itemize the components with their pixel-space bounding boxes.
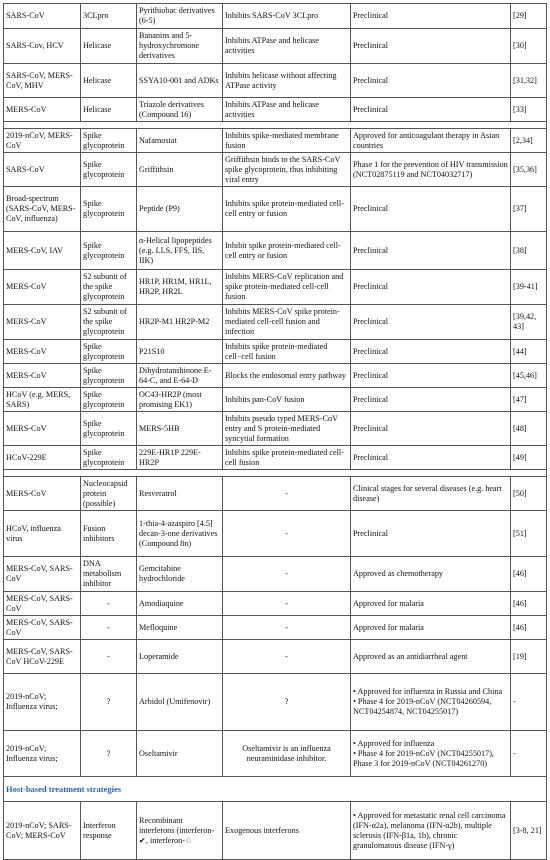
status-cell bbox=[351, 802, 511, 860]
status-bullet: • Phase 4 for 2019-nCoV (NCT04260594, NCT04254874, NCT04255017) bbox=[353, 697, 492, 716]
section-header-row bbox=[4, 777, 547, 802]
virus-cell: MERS-CoV bbox=[4, 270, 81, 305]
section-title: Host-based treatment strategies bbox=[4, 777, 547, 802]
status-bullet: • Approved for metastatic renal cell carcinoma (IFN-α2a), melanoma (IFN-α2b), multiple sclerosis (IFN-β1a, 1b), chronic granulomatous disease (IFN-γ) bbox=[353, 810, 506, 850]
drug-cell: Dihydrotanshinone E-64-C, and E-64-D bbox=[137, 364, 223, 388]
virus-cell: 2019-nCoV, MERS-CoV bbox=[4, 129, 81, 153]
drug-cell: Griffithsin bbox=[137, 153, 223, 187]
virus-cell: Broad-spectrum (SARS-CoV, MERS-CoV, influenza) bbox=[4, 187, 81, 232]
mechanism-cell: Inhibits SARS-CoV 3CLpro bbox=[223, 4, 351, 29]
target-cell: Spike glycoprotein bbox=[81, 412, 137, 446]
reference-cell: [33] bbox=[511, 98, 547, 122]
table-row bbox=[4, 153, 547, 187]
target-cell: Helicase bbox=[81, 29, 137, 64]
status-cell: Approved for malaria bbox=[351, 592, 511, 616]
drug-cell: SSYA10-001 and ADKs bbox=[137, 64, 223, 98]
virus-cell: SARS-CoV bbox=[4, 4, 81, 29]
drug-cell: α-Helical lipopeptides (e.g. LLS, FFS, IIS, IIK) bbox=[137, 232, 223, 270]
drug-cell: MERS-5HB bbox=[137, 412, 223, 446]
virus-cell: HCoV (e.g. MERS, SARS) bbox=[4, 388, 81, 412]
target-cell: DNA metabolism inhibitor bbox=[81, 557, 137, 592]
drug-cell: Pyrithiobac derivatives (6-5) bbox=[137, 4, 223, 29]
virus-cell: MERS-CoV bbox=[4, 477, 81, 511]
reference-cell: - bbox=[511, 674, 547, 731]
table-row bbox=[4, 340, 547, 364]
reference-cell: [38] bbox=[511, 232, 547, 270]
mechanism-cell: Exogenous interferons bbox=[223, 802, 351, 860]
reference-cell: [51] bbox=[511, 511, 547, 557]
mechanism-cell: Inhibits spike protein-mediated cell-cell entry or fusion bbox=[223, 187, 351, 232]
target-cell: Spike glycoprotein bbox=[81, 340, 137, 364]
mechanism-cell: Inhibits pan-CoV fusion bbox=[223, 388, 351, 412]
table-spacer-row bbox=[4, 122, 547, 129]
status-cell: Preclinical bbox=[351, 364, 511, 388]
table-row bbox=[4, 4, 547, 29]
reference-cell: [44] bbox=[511, 340, 547, 364]
table-row bbox=[4, 98, 547, 122]
drug-cell: Bananins and 5-hydroxychromone derivatives bbox=[137, 29, 223, 64]
drug-cell: HR1P, HR1M, HR1L, HR2P, HR2L bbox=[137, 270, 223, 305]
mechanism-cell: Inhibits spike protein-mediated cell−cell fusion bbox=[223, 340, 351, 364]
target-cell: Spike glycoprotein bbox=[81, 232, 137, 270]
virus-cell: MERS-CoV bbox=[4, 98, 81, 122]
status-cell: Clinical stages for several diseases (e.g. heart disease) bbox=[351, 477, 511, 511]
status-bullet: • Phase 4 for 2019-nCoV (NCT04255017), Phase 3 for 2019-nCoV (NCT04261270) bbox=[353, 748, 494, 768]
virus-cell: MERS-CoV, SARS-CoV bbox=[4, 592, 81, 616]
drug-cell: Peptide (P9) bbox=[137, 187, 223, 232]
reference-cell: [49] bbox=[511, 446, 547, 470]
virus-cell: SARS-CoV, MERS-CoV, MHV bbox=[4, 64, 81, 98]
virus-cell: MERS-CoV, SARS-CoV bbox=[4, 557, 81, 592]
mechanism-cell: - bbox=[223, 511, 351, 557]
virus-cell: 2019-nCoV; SARS-CoV; MERS-CoV bbox=[4, 802, 81, 860]
drug-cell: 229E-HR1P 229E-HR2P bbox=[137, 446, 223, 470]
target-cell: Spike glycoprotein bbox=[81, 187, 137, 232]
reference-cell: [3-8, 21] bbox=[511, 802, 547, 860]
mechanism-cell: Inhibits MERS-CoV replication and spike protein-mediated cell-cell fusion bbox=[223, 270, 351, 305]
status-cell: Preclinical bbox=[351, 340, 511, 364]
mechanism-cell: Inhibits spike protein-mediated cell-cell fusion bbox=[223, 446, 351, 470]
status-cell: Preclinical bbox=[351, 388, 511, 412]
mechanism-cell: Inhibits helicase without affecting ATPase activity bbox=[223, 64, 351, 98]
virus-cell: HCoV-229E bbox=[4, 446, 81, 470]
status-cell bbox=[351, 731, 511, 777]
reference-cell: - bbox=[511, 731, 547, 777]
mechanism-cell: ? bbox=[223, 674, 351, 731]
target-cell: 3CLpro bbox=[81, 4, 137, 29]
reference-cell: [30] bbox=[511, 29, 547, 64]
target-cell: Spike glycoprotein bbox=[81, 446, 137, 470]
target-cell: Spike glycoprotein bbox=[81, 388, 137, 412]
status-cell: Approved as an antidiarrheal agent bbox=[351, 640, 511, 674]
reference-cell: [45,46] bbox=[511, 364, 547, 388]
virus-cell: SARS-Cov, HCV bbox=[4, 29, 81, 64]
table-row bbox=[4, 129, 547, 153]
table-row bbox=[4, 477, 547, 511]
table-row bbox=[4, 187, 547, 232]
drug-cell: Loperamide bbox=[137, 640, 223, 674]
mechanism-cell: - bbox=[223, 557, 351, 592]
virus-cell: MERS-CoV bbox=[4, 340, 81, 364]
mechanism-cell: - bbox=[223, 616, 351, 640]
table-row bbox=[4, 364, 547, 388]
virus-cell: MERS-CoV bbox=[4, 364, 81, 388]
reference-cell: [29] bbox=[511, 4, 547, 29]
status-cell bbox=[351, 674, 511, 731]
drug-cell: Arbidol (Umifenovir) bbox=[137, 674, 223, 731]
reference-cell: [35,36] bbox=[511, 153, 547, 187]
drug-cell: Resveratrol bbox=[137, 477, 223, 511]
virus-cell: MERS-CoV, IAV bbox=[4, 232, 81, 270]
table-row bbox=[4, 511, 547, 557]
mechanism-cell: Inhibits spike-mediated membrane fusion bbox=[223, 129, 351, 153]
reference-cell: [39,42, 43] bbox=[511, 305, 547, 340]
drug-cell: HR2P-M1 HR2P-M2 bbox=[137, 305, 223, 340]
status-cell: Preclinical bbox=[351, 446, 511, 470]
status-cell: Preclinical bbox=[351, 29, 511, 64]
table-row bbox=[4, 731, 547, 777]
drug-cell: P21S10 bbox=[137, 340, 223, 364]
reference-cell: [48] bbox=[511, 412, 547, 446]
table-row bbox=[4, 640, 547, 674]
virus-cell: MERS-CoV bbox=[4, 412, 81, 446]
target-cell: Helicase bbox=[81, 98, 137, 122]
reference-cell: [37] bbox=[511, 187, 547, 232]
reference-cell: [47] bbox=[511, 388, 547, 412]
mechanism-cell: Inhibits ATPase and helicase activities bbox=[223, 29, 351, 64]
drug-cell: OC43-HR2P (most promising EK1) bbox=[137, 388, 223, 412]
mechanism-cell: - bbox=[223, 592, 351, 616]
reference-cell: [46] bbox=[511, 592, 547, 616]
table-row bbox=[4, 802, 547, 860]
virus-cell: SARS-CoV bbox=[4, 153, 81, 187]
status-cell: Approved as chemotherapy bbox=[351, 557, 511, 592]
status-cell: Approved for anticoagulant therapy in Asian countries bbox=[351, 129, 511, 153]
virus-cell: MERS-CoV, SARS-CoV HCoV-229E bbox=[4, 640, 81, 674]
drug-cell: Mefloquine bbox=[137, 616, 223, 640]
status-cell: Preclinical bbox=[351, 187, 511, 232]
reference-cell: [19] bbox=[511, 640, 547, 674]
status-bullet: • Approved for influenza in Russia and China bbox=[353, 687, 503, 696]
mechanism-cell: Griffithsin binds to the SARS-CoV spike glycoprotein, thus inhibiting viral entry bbox=[223, 153, 351, 187]
target-cell: - bbox=[81, 592, 137, 616]
mechanism-cell: Blocks the endosomal entry pathway bbox=[223, 364, 351, 388]
virus-cell: HCoV, influenza virus bbox=[4, 511, 81, 557]
target-cell: Spike glycoprotein bbox=[81, 364, 137, 388]
target-cell: Helicase bbox=[81, 64, 137, 98]
drug-table bbox=[3, 3, 547, 860]
target-cell: ? bbox=[81, 674, 137, 731]
status-cell: Preclinical bbox=[351, 511, 511, 557]
mechanism-cell: Inhibits ATPase and helicase activities bbox=[223, 98, 351, 122]
table-row bbox=[4, 616, 547, 640]
status-cell: Preclinical bbox=[351, 4, 511, 29]
reference-cell: [46] bbox=[511, 557, 547, 592]
mechanism-cell: - bbox=[223, 477, 351, 511]
table-row bbox=[4, 232, 547, 270]
table-row bbox=[4, 388, 547, 412]
virus-cell: MERS-CoV bbox=[4, 305, 81, 340]
reference-cell: [46] bbox=[511, 616, 547, 640]
drug-cell: Triazole derivatives (Compound 16) bbox=[137, 98, 223, 122]
reference-cell: [31,32] bbox=[511, 64, 547, 98]
reference-cell: [2,34] bbox=[511, 129, 547, 153]
table-spacer-row bbox=[4, 470, 547, 477]
target-cell: S2 subunit of the spike glycoprotein bbox=[81, 305, 137, 340]
table-row bbox=[4, 674, 547, 731]
table-row bbox=[4, 64, 547, 98]
target-cell: - bbox=[81, 616, 137, 640]
drug-cell: Gemcitabine hydrochloride bbox=[137, 557, 223, 592]
drug-cell: 1-thia-4-azaspiro [4.5] decan-3-one derivatives (Compound 8n) bbox=[137, 511, 223, 557]
target-cell: Spike glycoprotein bbox=[81, 129, 137, 153]
table-row bbox=[4, 29, 547, 64]
drug-cell: Oseltamivir bbox=[137, 731, 223, 777]
target-cell: Nucleocapsid protein (possible) bbox=[81, 477, 137, 511]
status-cell: Preclinical bbox=[351, 98, 511, 122]
target-cell: Fusion inhibitors bbox=[81, 511, 137, 557]
table-row bbox=[4, 270, 547, 305]
target-cell: Spike glycoprotein bbox=[81, 153, 137, 187]
status-bullet: • Approved for influenza bbox=[353, 738, 435, 748]
table-row bbox=[4, 446, 547, 470]
table-row bbox=[4, 305, 547, 340]
mechanism-cell: Oseltamivir is an influenza neuraminidase inhibitor. bbox=[223, 731, 351, 777]
reference-cell: [39-41] bbox=[511, 270, 547, 305]
status-cell: Preclinical bbox=[351, 412, 511, 446]
table-row bbox=[4, 412, 547, 446]
drug-cell: Nafamostat bbox=[137, 129, 223, 153]
target-cell: Interferon response bbox=[81, 802, 137, 860]
mechanism-cell: Inhibits pseudo typed MERS-CoV entry and S protein-mediated syncytial formation bbox=[223, 412, 351, 446]
drug-cell: Amodiaquine bbox=[137, 592, 223, 616]
mechanism-cell: Inhibits MERS-CoV spike protein-mediated cell-cell fusion and infection bbox=[223, 305, 351, 340]
status-cell: Approved for malaria bbox=[351, 616, 511, 640]
virus-cell: 2019-nCoV; Influenza virus; bbox=[4, 731, 81, 777]
status-cell: Preclinical bbox=[351, 232, 511, 270]
status-cell: Preclinical bbox=[351, 64, 511, 98]
mechanism-cell: Inhibit spike protein-mediated cell-cell entry or fusion bbox=[223, 232, 351, 270]
mechanism-cell: - bbox=[223, 640, 351, 674]
target-cell: - bbox=[81, 640, 137, 674]
virus-cell: MERS-CoV, SARS-CoV bbox=[4, 616, 81, 640]
table-row bbox=[4, 557, 547, 592]
drug-cell: Recombinant interferons (interferon-✔, interferon-♘ bbox=[137, 802, 223, 860]
table-row bbox=[4, 592, 547, 616]
target-cell: S2 subunit of the spike glycoprotein bbox=[81, 270, 137, 305]
status-cell: Phase 1 for the prevention of HIV transmission (NCT02875119 and NCT04032717) bbox=[351, 153, 511, 187]
target-cell: ? bbox=[81, 731, 137, 777]
reference-cell: [50] bbox=[511, 477, 547, 511]
virus-cell: 2019-nCoV; Influenza virus; bbox=[4, 674, 81, 731]
status-cell: Preclinical bbox=[351, 270, 511, 305]
status-cell: Preclinical bbox=[351, 305, 511, 340]
